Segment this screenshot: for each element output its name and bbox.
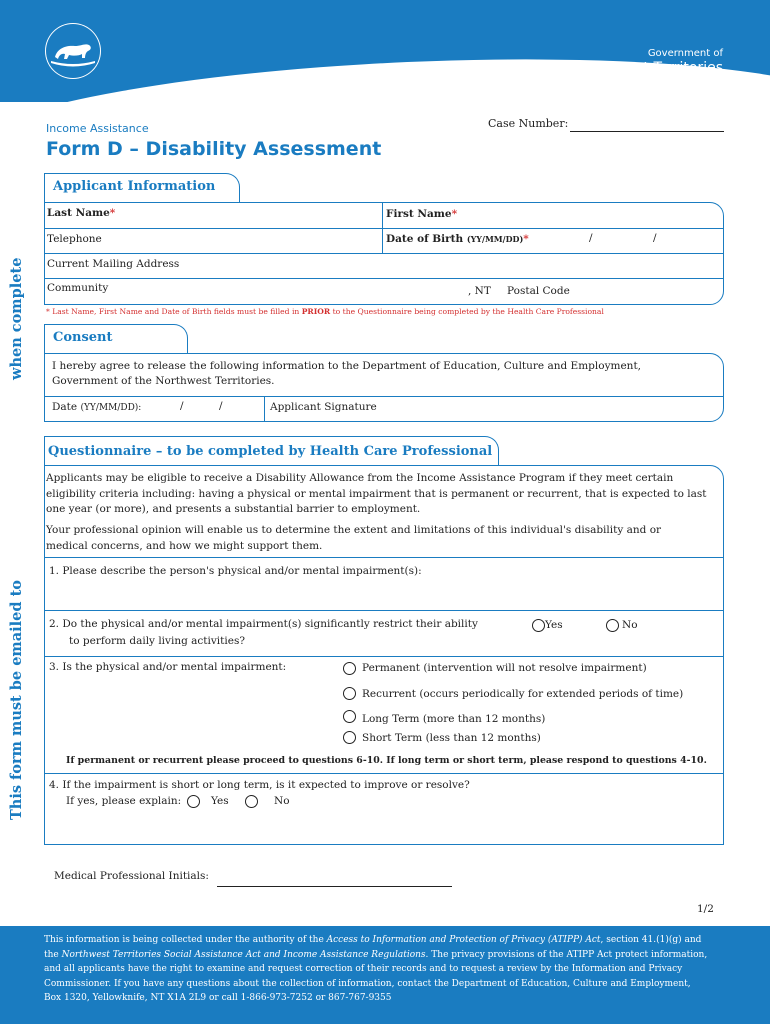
- applicant-section-title: Applicant Information: [53, 179, 216, 194]
- side-instruction: [8, 258, 25, 820]
- short-term-label: Short Term (less than 12 months): [362, 732, 541, 744]
- case-number-field[interactable]: [570, 118, 724, 132]
- consent-line-1: I hereby agree to release the following information to the Department of Education, Culture and Employment,: [52, 360, 642, 372]
- polar-bear-icon: [45, 23, 101, 79]
- consent-date-slash-1: /: [180, 400, 184, 412]
- community-label[interactable]: Community: [47, 282, 109, 294]
- consent-date-label[interactable]: Date (YY/MM/DD):: [52, 401, 142, 413]
- permanent-label: Permanent (intervention will not resolve impairment): [362, 662, 647, 674]
- question-1: 1. Please describe the person's physical and/or mental impairment(s):: [49, 565, 422, 577]
- gov-line-2: Northwest Territories: [576, 60, 723, 76]
- q4-no-radio[interactable]: [245, 795, 258, 808]
- intro-line-4: Your professional opinion will enable us to determine the extent and limitations of this individual's disability and or: [46, 524, 662, 536]
- question-2-line-2: to perform daily living activities?: [69, 635, 245, 647]
- questionnaire-section-title: Questionnaire – to be completed by Health Care Professional: [48, 444, 493, 459]
- recurrent-radio[interactable]: [343, 687, 356, 700]
- program-label: Income Assistance: [46, 122, 149, 135]
- consent-date-slash-2: /: [219, 400, 223, 412]
- gov-line-1: Government of: [647, 48, 723, 59]
- q2-no-label: No: [622, 619, 638, 631]
- intro-line-2: eligibility criteria including: having a physical or mental impairment that is permanent or recurrent, that is expected to last: [46, 488, 707, 500]
- footer-line-4: Commissioner. If you have any questions about the collection of information, contact the Department of Education, Culture and Employment,: [44, 978, 691, 989]
- initials-label: Medical Professional Initials:: [54, 870, 209, 882]
- footer-line-3: and all applicants have the right to examine and request correction of their records and to request a review by the Information and Privacy: [44, 964, 683, 974]
- dob-label[interactable]: Date of Birth (YY/MM/DD)*: [386, 233, 529, 245]
- first-name-label[interactable]: First Name*: [386, 208, 458, 220]
- long-term-label: Long Term (more than 12 months): [362, 713, 546, 725]
- nt-label: , NT: [468, 285, 491, 297]
- telephone-label[interactable]: Telephone: [47, 233, 102, 245]
- mailing-address-label[interactable]: Current Mailing Address: [47, 258, 180, 270]
- consent-line-2: Government of the Northwest Territories.: [52, 375, 275, 387]
- q4-yes-radio[interactable]: [187, 795, 200, 808]
- consent-section-title: Consent: [53, 330, 113, 345]
- questionnaire-instruction: If permanent or recurrent please proceed to questions 6-10. If long term or short term, please respond to questions 4-10.: [66, 755, 707, 766]
- page-header: [0, 0, 770, 102]
- intro-line-5: medical concerns, and how we might support them.: [46, 540, 323, 552]
- intro-line-3: one year (or more), and presents a substantial barrier to employment.: [46, 503, 421, 515]
- permanent-radio[interactable]: [343, 662, 356, 675]
- q2-yes-label: Yes: [545, 619, 563, 631]
- q4-yes-label: Yes: [211, 795, 229, 807]
- long-term-radio[interactable]: [343, 710, 356, 723]
- q4-no-label: No: [274, 795, 290, 807]
- short-term-radio[interactable]: [343, 731, 356, 744]
- q2-no-radio[interactable]: [606, 619, 619, 632]
- q2-yes-radio[interactable]: [532, 619, 545, 632]
- footer-line-1: This information is being collected under the authority of the Access to Information and Protection of Privacy (ATIPP) Act, section 41.(1)(g) and: [44, 935, 702, 945]
- question-4-line-2: If yes, please explain:: [66, 795, 182, 807]
- postal-code-label[interactable]: Postal Code: [507, 285, 570, 297]
- initials-field[interactable]: [217, 873, 452, 887]
- dob-slash-1: /: [589, 232, 593, 244]
- footer-line-2: the Northwest Territories Social Assistance Act and Income Assistance Regulations. The privacy provisions of the ATIPP Act protect information,: [44, 949, 708, 960]
- side-text-bottom: This form must be emailed to: [8, 580, 25, 820]
- case-number-label: Case Number:: [488, 117, 569, 130]
- last-name-label[interactable]: Last Name*: [47, 207, 116, 219]
- page-title: Form D – Disability Assessment: [46, 138, 382, 160]
- applicant-signature-label[interactable]: Applicant Signature: [270, 401, 377, 413]
- privacy-footer: [0, 926, 770, 1024]
- side-text-top: when complete: [8, 257, 25, 381]
- required-note: * Last Name, First Name and Date of Birth fields must be filled in PRIOR to the Questionnaire being completed by the Health Care Professional: [46, 307, 604, 316]
- question-2-line-1: 2. Do the physical and/or mental impairment(s) significantly restrict their ability: [49, 618, 478, 630]
- recurrent-label: Recurrent (occurs periodically for extended periods of time): [362, 688, 684, 700]
- page-number: 1/2: [697, 903, 714, 915]
- intro-line-1: Applicants may be eligible to receive a Disability Allowance from the Income Assistance Program if they meet certain: [46, 472, 674, 484]
- gnwt-logo: [45, 23, 101, 79]
- footer-line-5: Box 1320, Yellowknife, NT X1A 2L9 or call 1-866-973-7252 or 867-767-9355: [44, 993, 392, 1003]
- question-3: 3. Is the physical and/or mental impairment:: [49, 661, 287, 673]
- question-4-line-1: 4. If the impairment is short or long term, is it expected to improve or resolve?: [49, 779, 470, 791]
- dob-slash-2: /: [653, 232, 657, 244]
